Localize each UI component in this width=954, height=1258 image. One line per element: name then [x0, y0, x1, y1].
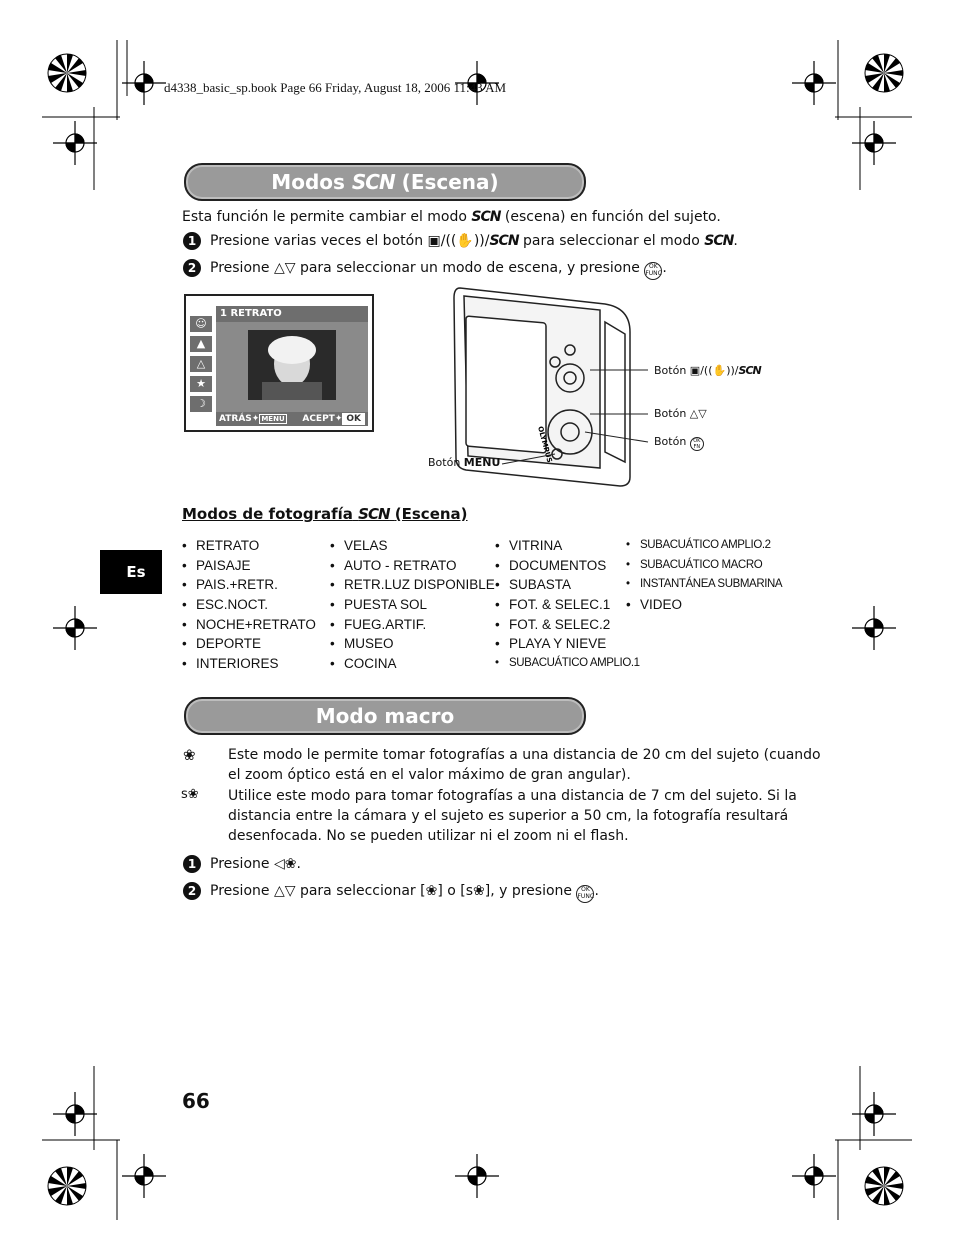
macro-section-banner [184, 697, 586, 735]
supermacro-line-1: Utilice este modo para tomar fotografías a una distancia de 7 cm del sujeto. Si la [228, 788, 797, 804]
lcd-ok-key: OK [342, 413, 365, 425]
lcd-bottom-bar [216, 412, 368, 426]
night-portrait-mode-icon: ☽ [190, 396, 212, 412]
lcd-preview-area [216, 322, 368, 412]
night-scene-mode-icon: ★ [190, 376, 212, 392]
scene-section-banner [184, 163, 586, 201]
lcd-accept-label: ACEPT✦ OK [302, 412, 365, 426]
modes-list-col2 [330, 536, 495, 674]
list-item: • ESC.NOCT. [182, 595, 316, 615]
scene-step-1: Presione varias veces el botón ▣/((✋))/SCN para seleccionar el modo SCN. [210, 233, 738, 249]
portrait-mode-icon: ☺ [190, 316, 212, 332]
step-1-number: 1 [183, 232, 201, 250]
macro-step2-text-b: para seleccionar [ [299, 883, 426, 899]
supermacro-line-2: distancia entre la cámara y el sujeto es superior a 50 cm, la fotografía resultará [228, 808, 789, 824]
supermacro-icon: s❀ [181, 787, 199, 802]
mode-button-callout: Botón ▣/((✋))/SCN [654, 364, 761, 377]
macro-line-2: el zoom óptico está en el valor máximo de gran angular). [228, 767, 631, 783]
list-item: • FUEG.ARTIF. [330, 615, 495, 635]
supermacro-description [228, 786, 797, 846]
up-down-arrows-icon: △▽ [689, 407, 707, 420]
macro-step-1-number: 1 [183, 855, 201, 873]
list-item: • PAIS.+RETR. [182, 575, 316, 595]
arrows-button-callout [654, 404, 707, 424]
callout-label: Botón [654, 407, 687, 420]
macro-step-2: Presione △▽ para seleccionar [❀] o [s❀], y presione OK FUNC. [210, 881, 599, 903]
intro-text-a: Esta función le permite cambiar el modo [182, 209, 467, 225]
callout-label: Botón [428, 456, 461, 469]
page-number: 66 [182, 1089, 210, 1113]
modes-list-col1 [182, 536, 316, 674]
list-item: • COCINA [330, 654, 495, 674]
list-item: • PLAYA Y NIEVE [495, 634, 640, 654]
list-item: • RETR.LUZ DISPONIBLE [330, 575, 495, 595]
macro-icon: ❀ [183, 746, 196, 764]
scn-icon: SCN [704, 233, 734, 249]
camera-icon: ▣ [689, 364, 701, 377]
macro-section-title: Modo macro [315, 704, 455, 728]
callout-label: Botón [654, 364, 687, 377]
list-item: • VITRINA [495, 536, 640, 556]
macro-line-1: Este modo le permite tomar fotografías a una distancia de 20 cm del sujeto (cuando [228, 747, 821, 763]
macro-step-1: Presione ◁❀. [210, 856, 301, 872]
list-item: • SUBACUÁTICO AMPLIO.1 [495, 654, 640, 674]
list-item: • FOT. & SELEC.2 [495, 615, 640, 635]
modes-list-col4 [626, 536, 782, 615]
ok-button-callout [654, 432, 704, 452]
macro-step2-text-c: ] o [ [437, 883, 466, 899]
step2-text-a: Presione [210, 260, 270, 276]
book-header: d4338_basic_sp.book Page 66 Friday, August 18, 2006 11:43 AM [164, 80, 507, 95]
supermacro-line-3: desenfocada. No se pueden utilizar ni el zoom ni el flash. [228, 828, 629, 844]
camera-icon: ▣ [427, 233, 441, 249]
portrait-photo-graphic [248, 330, 336, 400]
list-item: • INSTANTÁNEA SUBMARINA [626, 575, 782, 595]
left-arrow-macro-icon: ◁❀ [273, 856, 297, 872]
list-item: • VELAS [330, 536, 495, 556]
list-item: • SUBACUÁTICO MACRO [626, 556, 782, 576]
menu-button-callout [428, 453, 500, 473]
lcd-menu-key: MENU [261, 415, 285, 423]
ok-func-button-icon: OK FN [690, 437, 704, 451]
list-item: • VIDEO [626, 595, 782, 615]
list-item: • SUBASTA [495, 575, 640, 595]
scene-modes-heading [182, 504, 468, 524]
scene-step-2: Presione △▽ para seleccionar un modo de escena, y presione OK FUNC. [210, 258, 667, 280]
ok-func-button-icon: OK FUNC [644, 262, 662, 280]
lcd-back-label: ATRÁS✦ MENU [219, 414, 285, 424]
list-item: • PUESTA SOL [330, 595, 495, 615]
modes-list-col3 [495, 536, 640, 674]
list-item: • SUBACUÁTICO AMPLIO.2 [626, 536, 782, 556]
macro-step1-text: Presione [210, 856, 270, 872]
landscape-mode-icon: ▲ [190, 336, 212, 352]
portrait-photo [248, 330, 336, 400]
stabilizer-icon: ((✋)) [703, 364, 735, 377]
ok-func-button-icon: OK FUNC [576, 885, 594, 903]
list-item: • DOCUMENTOS [495, 556, 640, 576]
up-down-arrows-icon: △▽ [273, 883, 296, 899]
landscape-portrait-mode-icon: △ [190, 356, 212, 372]
macro-step2-text-d: ], y presione [484, 883, 573, 899]
camera-brand: OLYMPUS [536, 425, 554, 464]
scn-icon: SCN [738, 364, 761, 377]
list-item: • AUTO - RETRATO [330, 556, 495, 576]
language-tab: Es [100, 550, 162, 594]
title-suffix: (Escena) [401, 170, 499, 194]
up-down-arrows-icon: △▽ [273, 260, 296, 276]
list-item: • PAISAJE [182, 556, 316, 576]
step2-text-b: para seleccionar un modo de escena, y presione [299, 260, 640, 276]
list-item: • FOT. & SELEC.1 [495, 595, 640, 615]
macro-icon: ❀ [425, 883, 438, 899]
lcd-mode-icons [190, 316, 214, 416]
scene-intro [182, 207, 721, 227]
list-item: • MUSEO [330, 634, 495, 654]
scn-icon: SCN [471, 209, 501, 225]
step-2-number: 2 [183, 259, 201, 277]
intro-text-b: (escena) en función del sujeto. [504, 209, 721, 225]
lcd-screen-illustration [184, 294, 374, 432]
title-prefix: Modos [271, 170, 345, 194]
heading-text-b: (Escena) [394, 505, 468, 523]
step1-text-b: para seleccionar el modo [523, 233, 700, 249]
list-item: • INTERIORES [182, 654, 316, 674]
callout-label: Botón [654, 435, 687, 448]
macro-step2-text-a: Presione [210, 883, 270, 899]
scn-icon: SCN [351, 170, 395, 194]
scn-icon: SCN [358, 505, 390, 523]
scene-section-title [186, 165, 584, 199]
list-item: • RETRATO [182, 536, 316, 556]
list-item: • DEPORTE [182, 634, 316, 654]
menu-button-name: MENU [463, 456, 501, 469]
scn-icon: SCN [489, 233, 519, 249]
macro-description [228, 745, 821, 785]
stabilizer-icon: ((✋)) [445, 233, 485, 249]
supermacro-icon: s❀ [465, 883, 485, 899]
heading-text-a: Modos de fotografía [182, 505, 353, 523]
list-item: • NOCHE+RETRATO [182, 615, 316, 635]
lcd-title-bar: 1 RETRATO [216, 306, 368, 322]
step1-text-a: Presione varias veces el botón [210, 233, 424, 249]
macro-step-2-number: 2 [183, 882, 201, 900]
